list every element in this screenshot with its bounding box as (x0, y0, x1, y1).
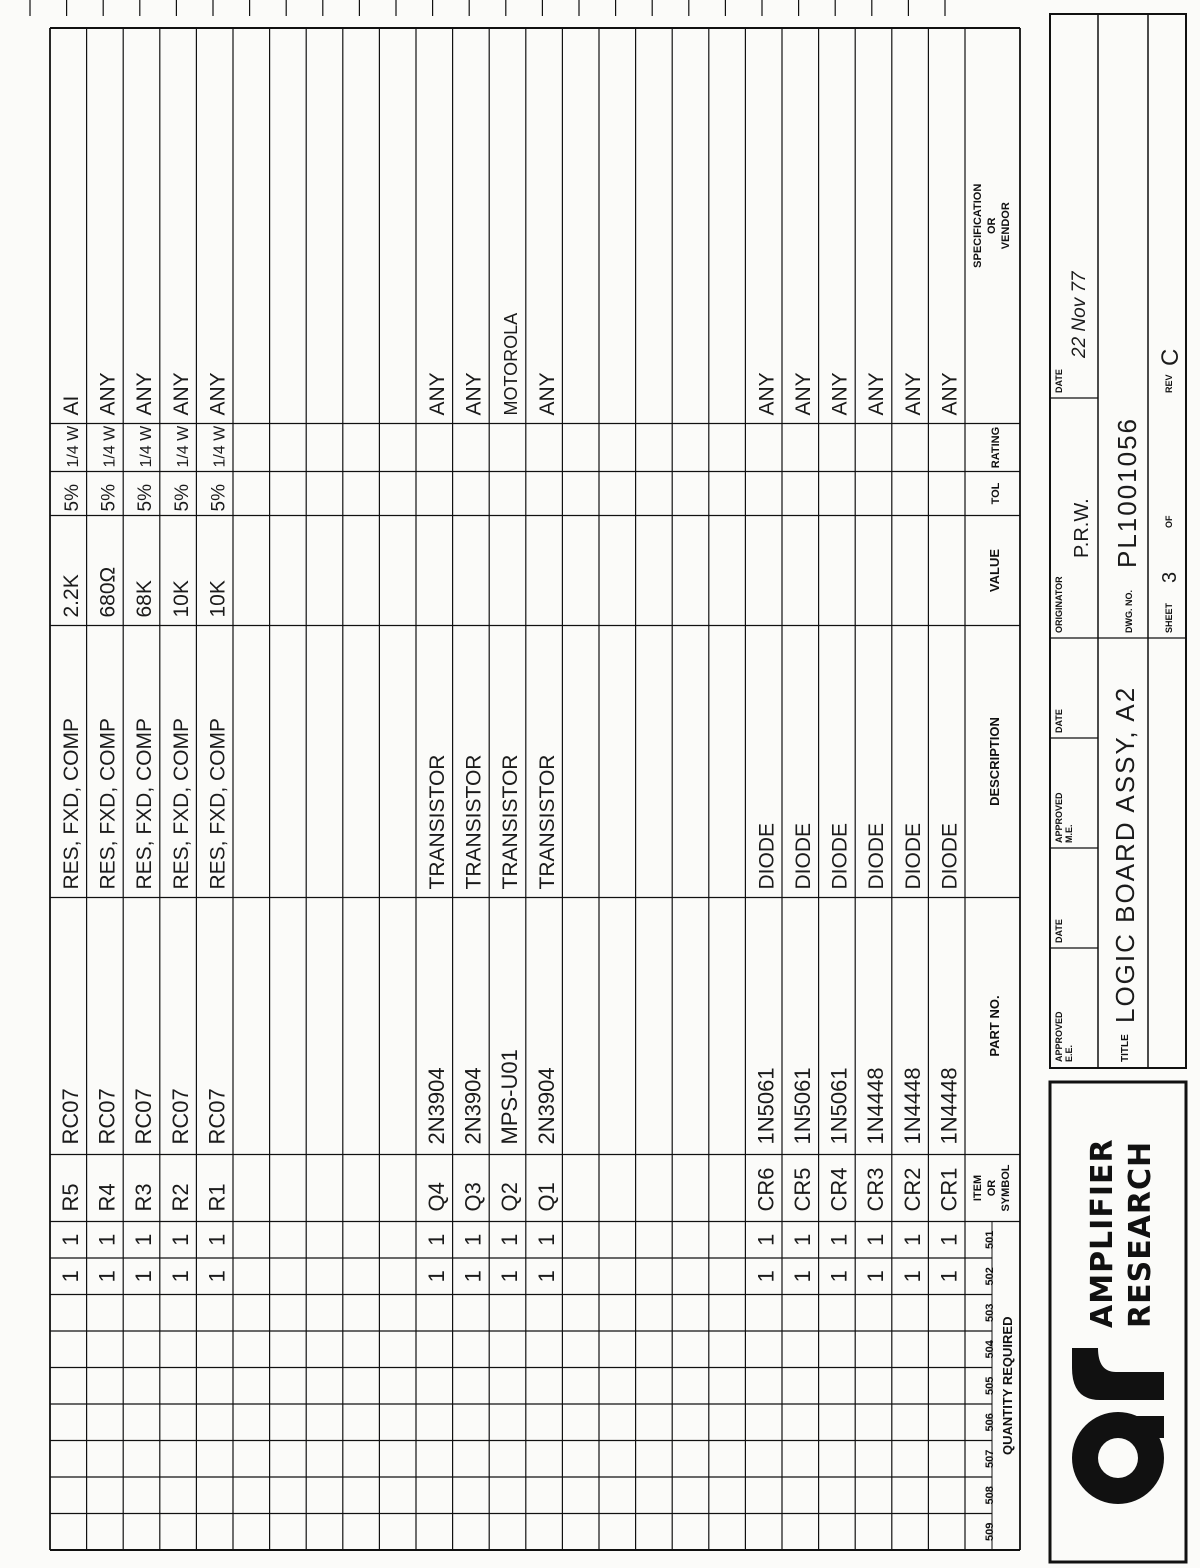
qty-502-cell: 1 (899, 1270, 925, 1283)
spec-cell: ANY (535, 372, 559, 416)
rating-cell: 1/4 W (174, 425, 192, 468)
spec-cell: ANY (792, 372, 815, 416)
part-no-cell: MPS-U01 (497, 1049, 523, 1145)
table-row (936, 372, 961, 1282)
spec-cell: ANY (755, 372, 779, 416)
qty-502-cell: 1 (460, 1270, 486, 1283)
qty-501-cell: 1 (424, 1233, 449, 1246)
qty-501-cell: 1 (863, 1233, 889, 1246)
rating-cell: 1/4 W (211, 425, 229, 468)
qty-502-cell: 1 (167, 1270, 193, 1283)
part-no-cell: RC07 (131, 1088, 157, 1145)
originator-label: ORIGINATOR (1054, 576, 1064, 633)
item-cell: Q4 (424, 1182, 449, 1212)
qty-502-cell: 1 (204, 1270, 230, 1283)
description-header: DESCRIPTION (987, 717, 1002, 806)
rating-cell: 1/4 W (101, 425, 119, 468)
spec-header: SPECIFICATION (972, 183, 984, 268)
value-header: VALUE (987, 548, 1002, 593)
qty-502-cell: 1 (131, 1270, 157, 1283)
tol-header: TOL (990, 482, 1002, 505)
date-value: 22 Nov 77 (1069, 271, 1090, 358)
rating-header: RATING (990, 426, 1002, 469)
company-logo (1072, 1138, 1164, 1504)
description-cell: TRANSISTOR (426, 754, 449, 890)
table-row (461, 372, 486, 1282)
spec-cell: ANY (865, 372, 889, 416)
table-row (900, 372, 925, 1282)
table-row (424, 372, 449, 1282)
qty-502-cell: 1 (863, 1270, 889, 1283)
part-no-cell: 2N3904 (424, 1067, 449, 1145)
part-no-header: PART NO. (987, 995, 1002, 1057)
approved-ee-label-2: E.E. (1064, 1044, 1074, 1062)
spec-cell: ANY (938, 372, 962, 416)
part-no-cell: 1N4448 (936, 1067, 962, 1145)
qty-501-cell: 1 (936, 1233, 962, 1246)
rating-cell: 1/4 W (138, 425, 156, 468)
title-block (1050, 14, 1186, 1562)
approved-me-label-1: APPROVED (1054, 792, 1064, 843)
spec-cell: ANY (901, 372, 925, 416)
item-header: ITEM (972, 1174, 984, 1202)
item-cell: Q2 (497, 1182, 523, 1212)
qty-502-cell: 1 (790, 1270, 815, 1283)
rev-value: C (1157, 348, 1184, 366)
dwg-no-value: PL1001056 (1112, 416, 1142, 568)
spec-cell: ANY (133, 372, 157, 416)
spec-cell: ANY (206, 372, 230, 416)
description-cell: DIODE (938, 822, 962, 890)
spec-header: OR (986, 217, 998, 234)
item-cell: R3 (131, 1183, 157, 1212)
qty-501-cell: 1 (753, 1233, 779, 1246)
spec-cell: ANY (96, 372, 120, 416)
date-label-2: DATE (1054, 709, 1064, 733)
qty-column-header: 508 (984, 1486, 996, 1505)
item-cell: R2 (167, 1183, 193, 1212)
tol-cell: 5% (171, 484, 193, 512)
qty-501-cell: 1 (167, 1233, 193, 1246)
qty-column-header: 509 (984, 1522, 996, 1541)
spec-cell: ANY (828, 372, 852, 416)
approved-me-label-2: M.E. (1064, 824, 1074, 843)
item-header: SYMBOL (1000, 1164, 1012, 1212)
description-cell: TRANSISTOR (535, 754, 559, 890)
qty-502-cell: 1 (424, 1270, 449, 1283)
description-cell: RES, FXD, COMP (133, 717, 157, 890)
description-cell: DIODE (865, 822, 889, 890)
description-cell: DIODE (901, 822, 925, 890)
item-cell: R4 (94, 1183, 120, 1212)
description-cell: DIODE (755, 822, 779, 890)
qty-501-cell: 1 (58, 1233, 83, 1246)
qty-501-cell: 1 (790, 1233, 815, 1246)
item-header: OR (986, 1179, 998, 1197)
spec-cell: ANY (462, 372, 486, 416)
part-no-cell: 2N3904 (460, 1067, 486, 1145)
tol-cell: 5% (135, 484, 157, 512)
sheet-label: SHEET (1164, 602, 1174, 633)
tol-cell: 5% (208, 484, 230, 512)
qty-column-header: 502 (984, 1267, 996, 1286)
table-row (497, 313, 522, 1283)
part-no-cell: 1N5061 (753, 1067, 779, 1145)
description-cell: DIODE (828, 822, 852, 890)
table-row (753, 372, 778, 1282)
qty-502-cell: 1 (58, 1270, 83, 1283)
item-cell: CR3 (863, 1167, 889, 1212)
qty-501-cell: 1 (204, 1233, 230, 1246)
approved-ee-label-1: APPROVED (1054, 1011, 1064, 1062)
qty-502-cell: 1 (533, 1270, 559, 1283)
title-value: LOGIC BOARD ASSY, A2 (1110, 685, 1140, 1023)
description-cell: TRANSISTOR (462, 754, 486, 890)
value-cell: 10K (206, 580, 230, 618)
qty-column-header: 504 (984, 1340, 996, 1359)
table-row (863, 372, 888, 1282)
part-no-cell: 1N5061 (790, 1067, 815, 1145)
value-cell: 2.2K (60, 574, 83, 618)
item-cell: R1 (204, 1183, 230, 1212)
spec-header: VENDOR (1000, 202, 1012, 250)
qty-502-cell: 1 (753, 1270, 779, 1283)
item-cell: CR2 (899, 1167, 925, 1212)
qty-502-cell: 1 (826, 1270, 852, 1283)
qty-501-cell: 1 (460, 1233, 486, 1246)
qty-501-cell: 1 (94, 1233, 120, 1246)
quantity-required-header: QUANTITY REQUIRED (1000, 1316, 1015, 1455)
table-row (131, 372, 156, 1282)
value-cell: 10K (169, 580, 193, 618)
table-row (204, 372, 229, 1282)
spec-cell: ANY (169, 372, 193, 416)
item-cell: CR1 (936, 1167, 962, 1212)
part-no-cell: RC07 (167, 1088, 193, 1145)
description-cell: RES, FXD, COMP (96, 717, 120, 890)
part-no-cell: 1N5061 (826, 1067, 852, 1145)
part-no-cell: RC07 (94, 1088, 120, 1145)
qty-501-cell: 1 (826, 1233, 852, 1246)
date-label-3: DATE (1054, 369, 1064, 393)
qty-502-cell: 1 (497, 1270, 523, 1283)
part-no-cell: 1N4448 (899, 1067, 925, 1145)
item-cell: CR5 (790, 1167, 815, 1212)
table-row (168, 372, 193, 1282)
table-cells (58, 313, 961, 1283)
part-no-cell: RC07 (58, 1088, 83, 1145)
qty-column-header: 503 (984, 1303, 996, 1322)
originator-value: P.R.W. (1071, 498, 1093, 558)
part-no-cell: 2N3904 (533, 1067, 559, 1145)
item-cell: Q3 (460, 1182, 486, 1212)
qty-501-cell: 1 (131, 1233, 157, 1246)
table-headers (972, 184, 1015, 1541)
rating-cell: 1/4 W (65, 425, 82, 468)
part-no-cell: 1N4448 (863, 1067, 889, 1145)
qty-column-header: 505 (984, 1376, 996, 1395)
date-label-1: DATE (1054, 919, 1064, 943)
part-no-cell: RC07 (204, 1088, 230, 1145)
value-cell: 68K (133, 580, 157, 618)
of-label: OF (1164, 515, 1174, 528)
tol-cell: 5% (98, 484, 120, 512)
rev-label: REV (1164, 374, 1174, 393)
description-cell: RES, FXD, COMP (60, 717, 83, 890)
title-label: TITLE (1120, 1034, 1131, 1062)
table-row (58, 396, 83, 1283)
table-row (827, 372, 852, 1282)
qty-501-cell: 1 (497, 1233, 523, 1246)
table-row (534, 372, 559, 1282)
spec-cell: ANY (426, 372, 449, 416)
spec-cell: AI (60, 395, 83, 416)
qty-501-cell: 1 (533, 1233, 559, 1246)
item-cell: CR4 (826, 1167, 852, 1212)
qty-502-cell: 1 (936, 1270, 962, 1283)
dwg-no-label: DWG. NO. (1124, 590, 1134, 633)
sheet-value: 3 (1159, 571, 1181, 583)
item-cell: R5 (58, 1183, 83, 1212)
qty-502-cell: 1 (94, 1270, 120, 1283)
logo-line-1: AMPLIFIER (1085, 1138, 1120, 1328)
description-cell: RES, FXD, COMP (169, 717, 193, 890)
description-cell: DIODE (792, 822, 815, 890)
value-cell: 680Ω (96, 566, 120, 618)
qty-column-header: 501 (984, 1230, 996, 1249)
item-cell: Q1 (533, 1182, 559, 1212)
spec-cell: MOTOROLA (501, 312, 522, 416)
qty-501-cell: 1 (899, 1233, 925, 1246)
qty-column-header: 506 (984, 1413, 996, 1432)
item-cell: CR6 (753, 1167, 779, 1212)
table-row (95, 372, 120, 1282)
qty-column-header: 507 (984, 1449, 996, 1468)
tol-cell: 5% (62, 484, 83, 512)
description-cell: TRANSISTOR (499, 754, 523, 890)
logo-line-2: RESEARCH (1123, 1140, 1158, 1328)
table-row (790, 372, 815, 1282)
description-cell: RES, FXD, COMP (206, 717, 230, 890)
